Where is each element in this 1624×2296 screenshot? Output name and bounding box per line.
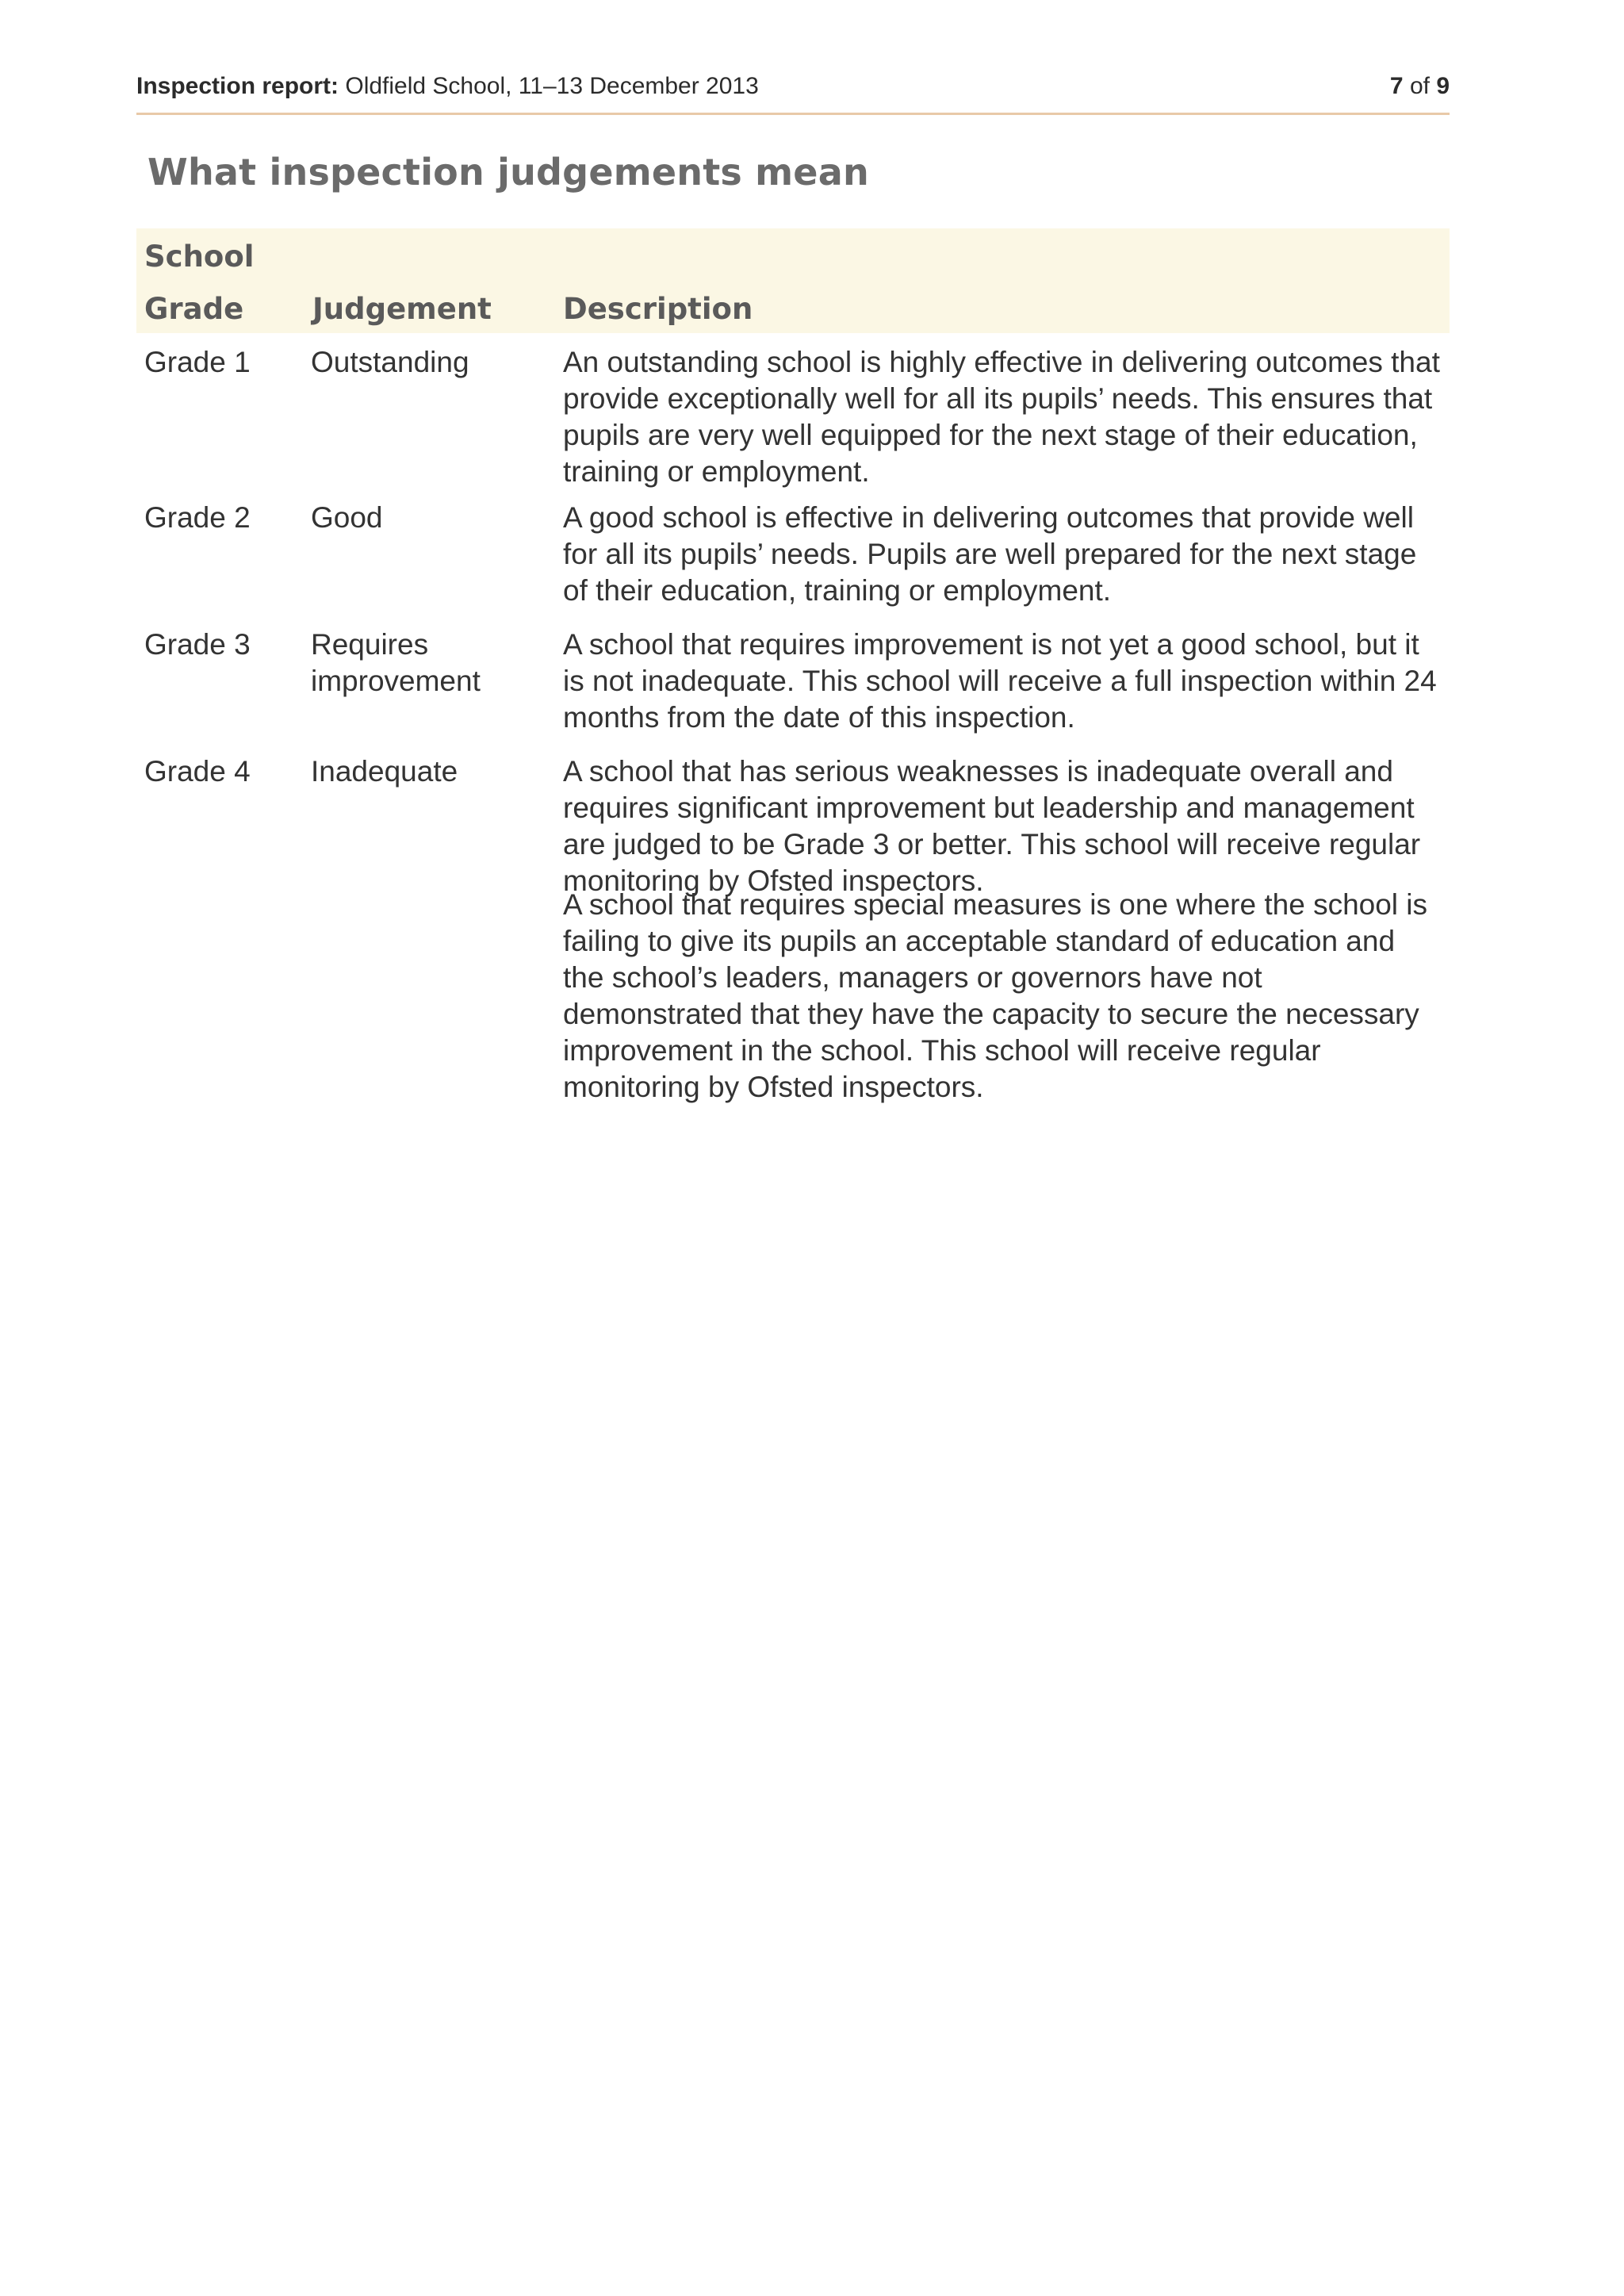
header-description: Description	[563, 292, 753, 326]
judgement-cell: Requires improvement	[311, 628, 481, 697]
header-grade: Grade	[144, 292, 244, 326]
grade-cell: Grade 1	[144, 346, 251, 378]
table-row	[136, 753, 1450, 897]
report-detail: Oldfield School, 11–13 December 2013	[345, 73, 759, 99]
table-row	[136, 344, 1450, 500]
page-of: of	[1409, 73, 1430, 99]
page-number: 7	[1389, 73, 1404, 99]
description-cell: A school that requires improvement is not yet a good school, but it is not inadequate. This school will receive a full inspection within 24 months from the date of this inspection.	[563, 628, 1437, 734]
grade-cell: Grade 3	[144, 628, 251, 661]
page-indicator	[1390, 73, 1450, 100]
description-cell: A good school is effective in delivering outcomes that provide well for all its pupils’ needs. Pupils are well prepared for the next stage of their education, training or employment.	[563, 501, 1417, 607]
grade-cell: Grade 4	[144, 755, 251, 788]
judgements-table	[136, 228, 1450, 1101]
table-row	[136, 500, 1450, 627]
description-cell: An outstanding school is highly effective in delivering outcomes that provide exceptionally well for all its pupils’ needs. This ensures that pupils are very well equipped for the next stage of their education, training or employment.	[563, 346, 1440, 488]
header-judgement: Judgement	[312, 292, 492, 326]
judgement-cell: Good	[311, 501, 383, 534]
table-row	[136, 887, 1450, 1101]
page-header	[136, 68, 1450, 115]
grade-cell: Grade 2	[144, 501, 251, 534]
header-school: School	[144, 240, 255, 274]
description-cell: A school that requires special measures is one where the school is failing to give its pupils an acceptable standard of education and the school’s leaders, managers or governors have not demonstrated that they have the capacity to secure the necessary improvement in the school. This school will receive regular monitoring by Ofsted inspectors.	[563, 888, 1428, 1103]
table-row	[136, 627, 1450, 753]
description-cell: A school that has serious weaknesses is inadequate overall and requires significant improvement but leadership and management are judged to be Grade 3 or better. This school will receive regular monitoring by Ofsted inspectors.	[563, 755, 1421, 897]
judgement-cell: Inadequate	[311, 755, 458, 788]
judgement-cell: Outstanding	[311, 346, 469, 378]
page-title: What inspection judgements mean	[147, 151, 869, 194]
page-total: 9	[1436, 73, 1450, 99]
report-heading	[136, 73, 759, 100]
table-header	[136, 228, 1450, 333]
report-label: Inspection report:	[136, 73, 339, 99]
